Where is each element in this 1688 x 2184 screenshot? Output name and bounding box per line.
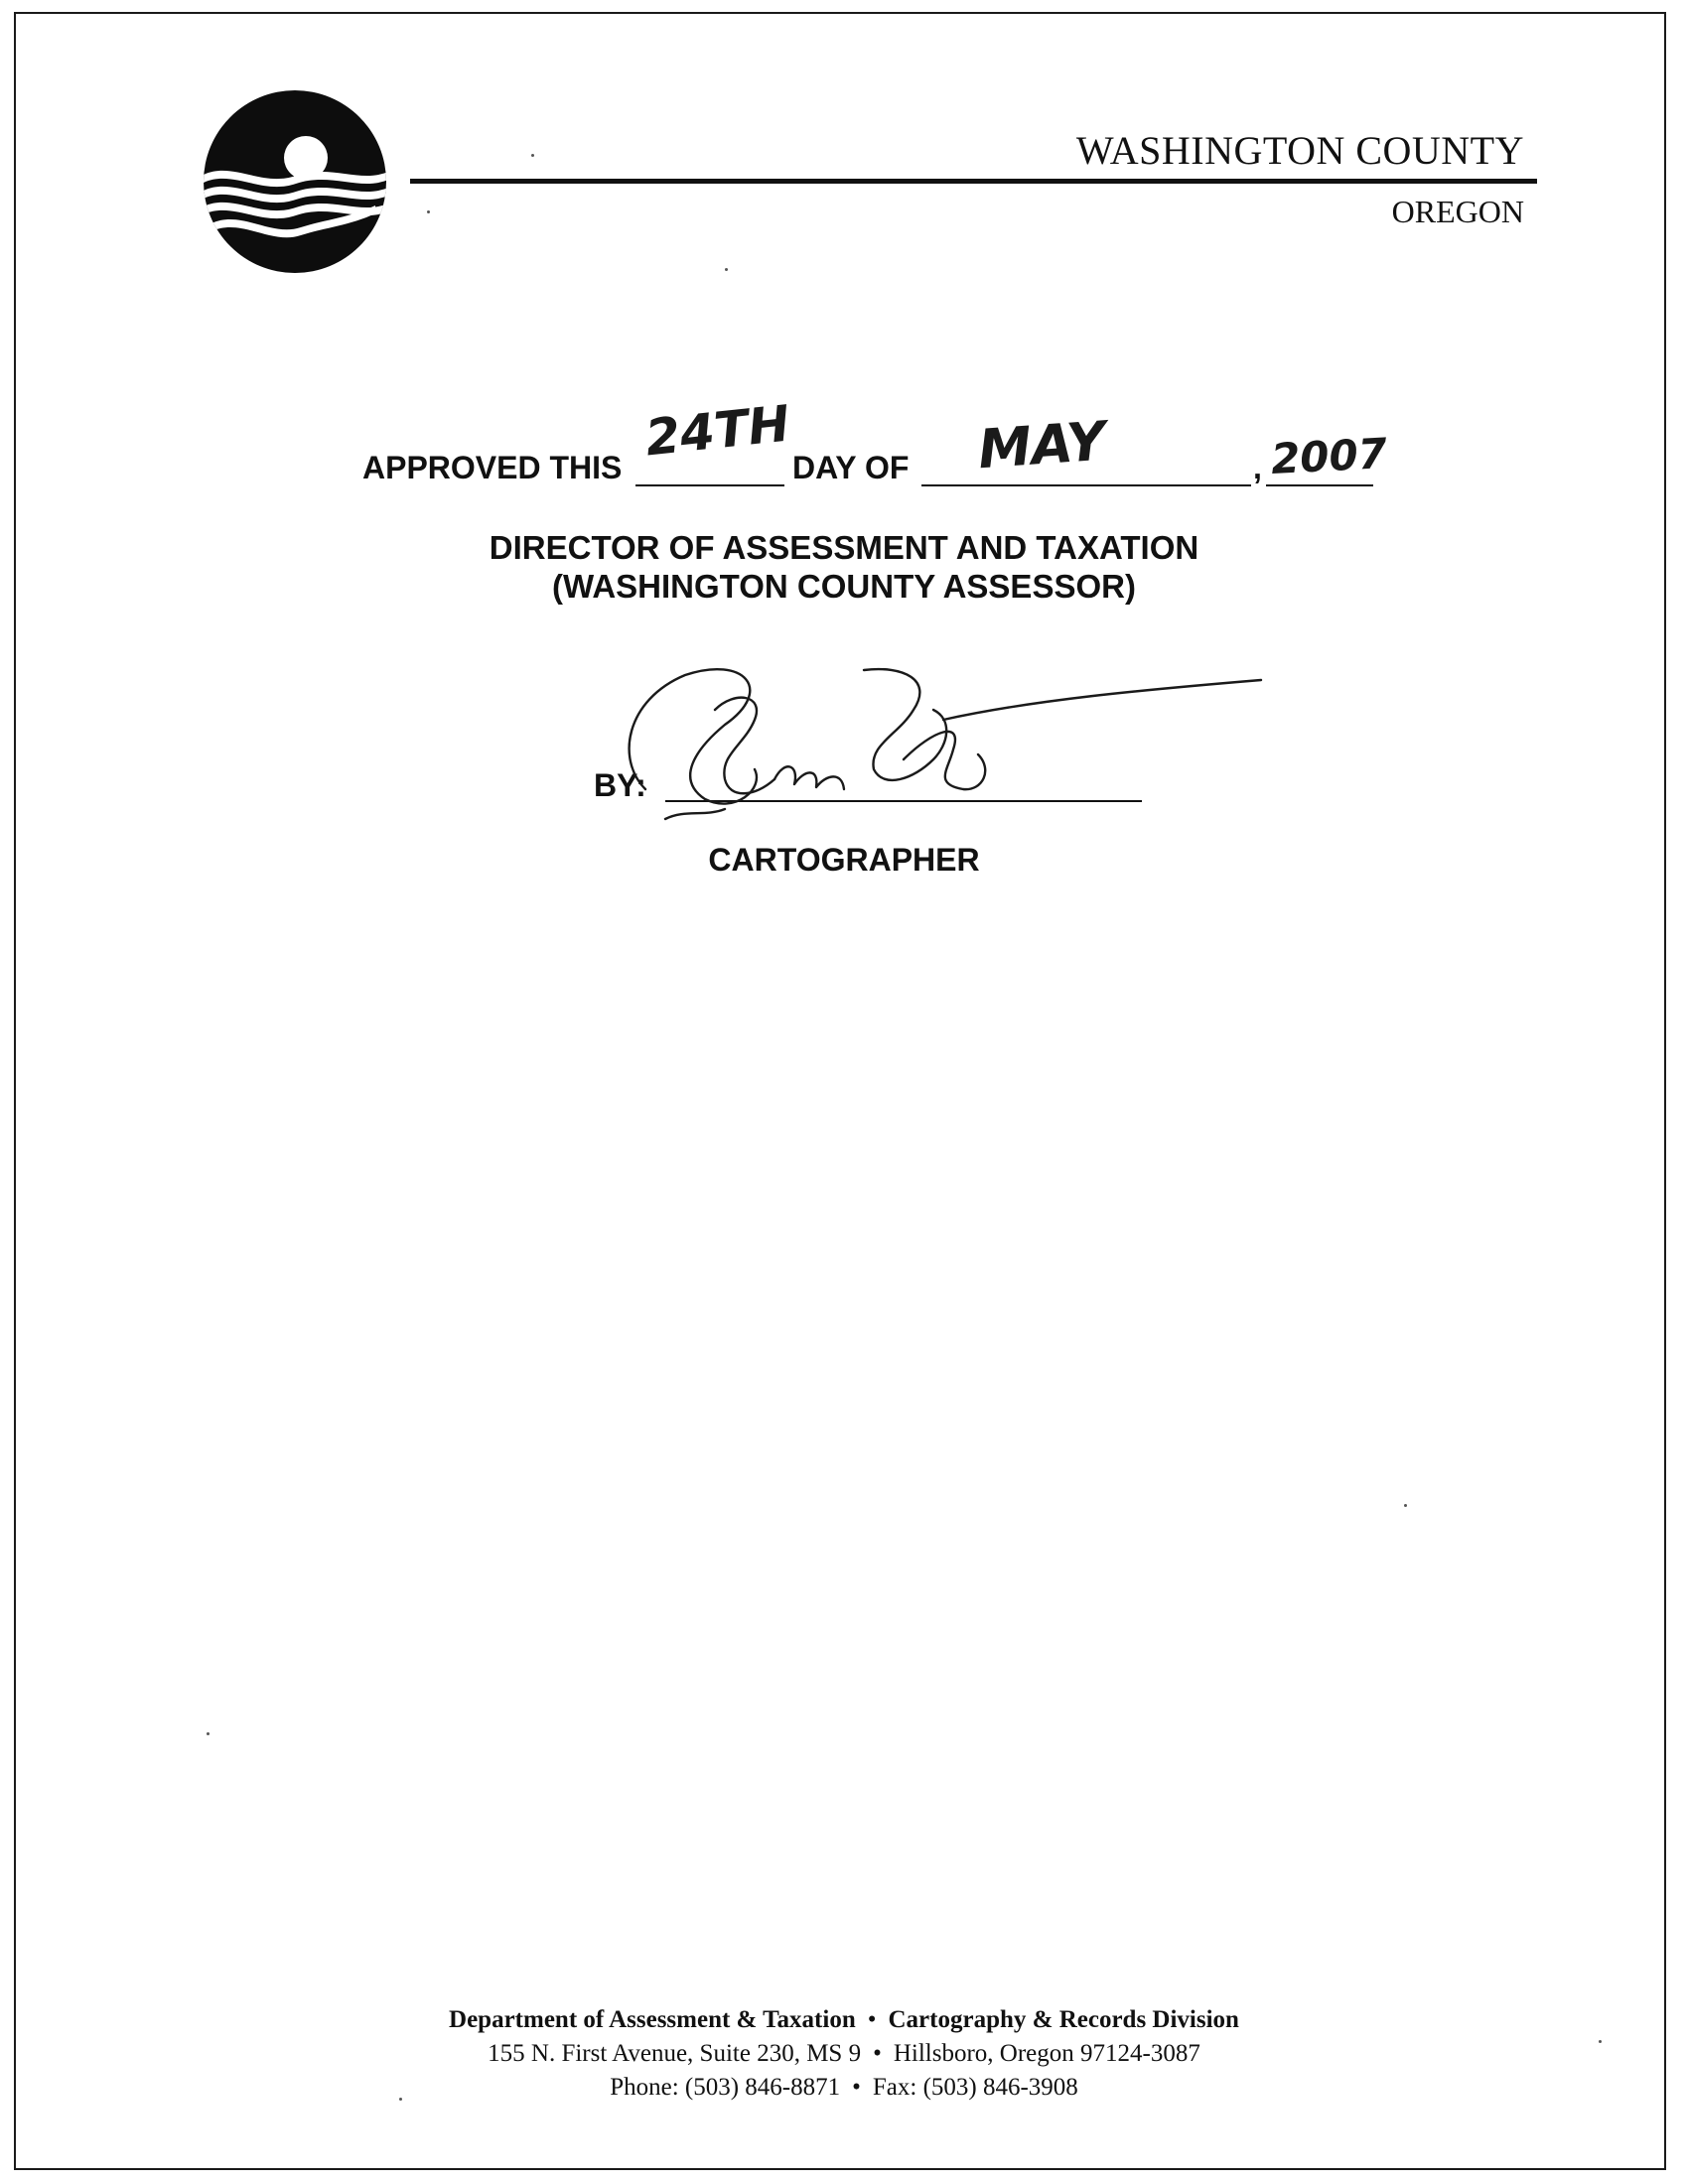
page-border (14, 12, 1666, 2170)
director-title-line2: (WASHINGTON COUNTY ASSESSOR) (552, 568, 1136, 605)
scan-speck (399, 2098, 402, 2101)
footer-line3 (0, 2071, 1688, 2105)
month-fill-line (921, 484, 1251, 486)
approval-line (0, 394, 1688, 491)
county-logo-icon (202, 88, 388, 275)
month-handwritten: MAY (975, 409, 1108, 481)
scan-speck (1404, 1504, 1407, 1507)
footer-line2 (0, 2037, 1688, 2071)
handwritten-signature (606, 650, 1281, 829)
approved-this-label: APPROVED THIS (362, 450, 623, 485)
footer-address-city: Hillsboro, Oregon 97124-3087 (893, 2040, 1200, 2067)
county-name: WASHINGTON COUNTY (1075, 128, 1524, 173)
bullet-icon: • (873, 2040, 882, 2067)
footer (0, 2003, 1688, 2105)
scan-speck (531, 154, 534, 157)
footer-division: Cartography & Records Division (888, 2006, 1239, 2033)
header-rule (410, 179, 1537, 184)
scan-speck (1599, 2040, 1602, 2043)
director-title-line1: DIRECTOR OF ASSESSMENT AND TAXATION (489, 529, 1199, 566)
state-name: OREGON (1391, 194, 1524, 229)
footer-line1 (0, 2003, 1688, 2037)
bullet-icon: • (867, 2006, 877, 2033)
day-of-label: DAY OF (792, 450, 910, 485)
day-fill-line (635, 484, 784, 486)
footer-phone: Phone: (503) 846-8871 (610, 2074, 841, 2101)
year-fill-line (1266, 484, 1373, 486)
scan-speck (725, 268, 728, 271)
footer-fax: Fax: (503) 846-3908 (872, 2074, 1078, 2101)
footer-address-street: 155 N. First Avenue, Suite 230, MS 9 (488, 2040, 862, 2067)
year-handwritten: 2007 (1269, 428, 1389, 484)
footer-department: Department of Assessment & Taxation (449, 2006, 856, 2033)
cartographer-title: CARTOGRAPHER (708, 842, 980, 878)
bullet-icon: • (852, 2074, 861, 2101)
comma: , (1253, 450, 1262, 485)
scan-speck (207, 1732, 210, 1735)
by-label: BY: (594, 767, 646, 803)
day-handwritten: 24TH (642, 394, 793, 468)
scan-speck (427, 210, 430, 213)
